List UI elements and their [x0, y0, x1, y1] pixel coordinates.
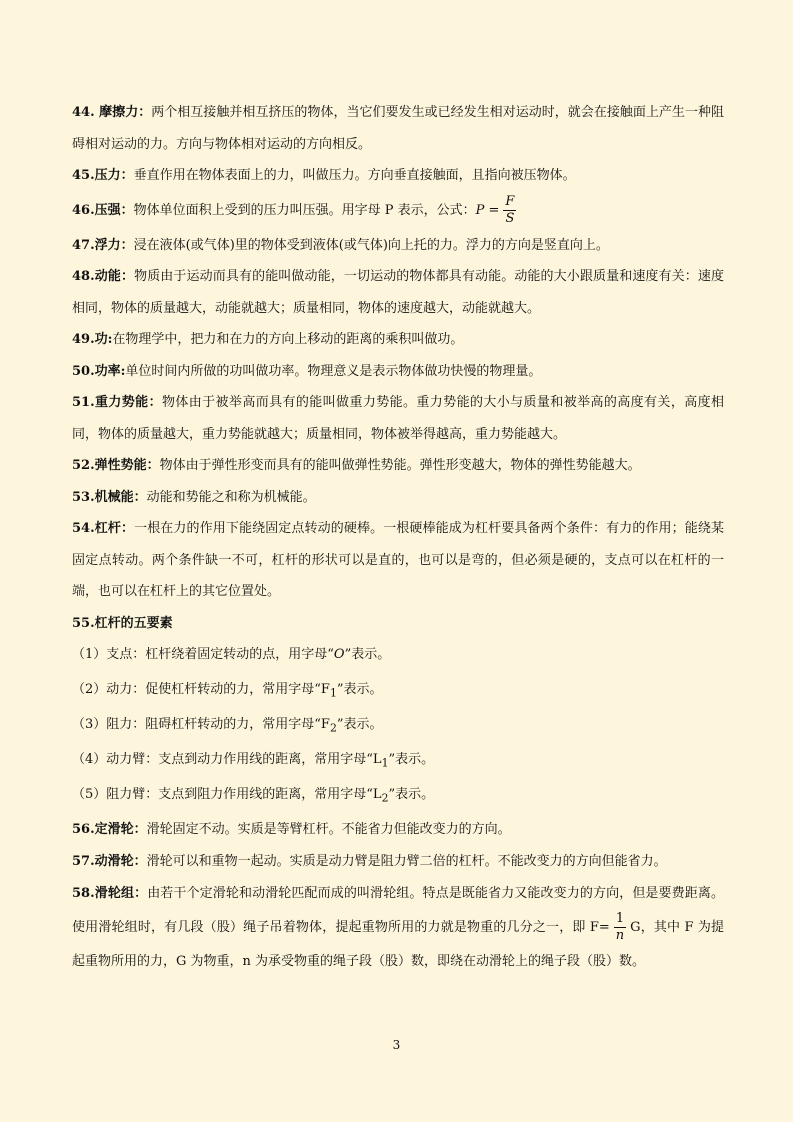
item-title: 49.功: [72, 332, 113, 347]
item-49 [72, 324, 724, 356]
item-text: 滑轮可以和重物一起动。实质是动力臂是阻力臂二倍的杠杆。不能改变力的方向但能省力。 [146, 853, 667, 869]
content-area [72, 97, 724, 979]
item-text: 物体由于被举高而具有的能叫做重力势能。重力势能的大小与质量和被举高的高度有关，高度相同，物体的质量越大，重力势能就越大；质量相同，物体被举得越高，重力势能越大。 [72, 395, 724, 442]
item-57 [72, 846, 724, 878]
item-title: 53.机械能： [72, 489, 147, 505]
item-title: 54.杠杆： [72, 521, 135, 536]
item-text: 在物理学中，把力和在力的方向上移动的距离的乘积叫做功。 [112, 332, 464, 347]
item-50 [72, 356, 724, 388]
lever-element-symbol: F [320, 717, 330, 733]
lever-element-subscript: 2 [329, 721, 337, 735]
pressure-fraction [503, 194, 516, 227]
item-text-after: G，其中 F 为提起重物所用的力，G 为物重，n 为承受物重的绳子段（股）数，即绕在动滑轮上的绳子段（股）数。 [72, 920, 725, 970]
item-53 [72, 482, 724, 514]
item-title: 47.浮力： [72, 237, 134, 253]
item-text: 两个相互接触并相互挤压的物体，当它们要发生或已经发生相对运动时，就会在接触面上产生一种阻碍相对运动的力。方向与物体相对运动的方向相反。 [72, 105, 724, 152]
lever-element-suffix: ”表示。 [336, 717, 383, 733]
item-title: 52.弹性势能： [72, 458, 160, 473]
item-51 [72, 387, 724, 450]
item-52 [72, 450, 724, 482]
item-text: 动能和势能之和称为机械能。 [146, 489, 316, 505]
item-title: 44. 摩擦力： [72, 105, 152, 120]
lever-element-symbol: L [372, 787, 382, 803]
fraction-numerator: F [505, 193, 515, 209]
item-54 [72, 513, 724, 608]
lever-element-resistance-arm [72, 779, 724, 814]
lever-element-effort-arm [72, 744, 724, 779]
item-text: 单位时间内所做的功叫做功率。物理意义是表示物体做功快慢的物理量。 [125, 363, 542, 379]
lever-element-subscript: 2 [381, 791, 389, 805]
fraction-denominator: n [615, 928, 625, 944]
item-text: 物质由于运动而具有的能叫做动能，一切运动的物体都具有动能。动能的大小跟质量和速度有关：速度相同，物体的质量越大，动能就越大；质量相同，物体的速度越大，动能就越大。 [72, 269, 724, 316]
item-text: 物体单位面积上受到的压力叫压强。用字母 P 表示，公式： [133, 202, 476, 218]
item-text: 垂直作用在物体表面上的力，叫做压力。方向垂直接触面，且指向被压物体。 [133, 168, 576, 183]
item-title: 50.功率: [72, 363, 126, 379]
lever-element-symbol: O [333, 647, 345, 662]
lever-element-text: （5）阻力臂：支点到阻力作用线的距离，常用字母“ [72, 787, 373, 803]
lever-element-symbol: F [320, 682, 330, 698]
item-56 [72, 814, 724, 846]
item-text: 一根在力的作用下能绕固定点转动的硬棒。一根硬棒能成为杠杆要具备两个条件：有力的作用；能绕某固定点转动。两个条件缺一不可，杠杆的形状可以是直的，也可以是弯的，但必须是硬的，支点可以在杠杆的一端，也可以在杠杆上的其它位置处。 [72, 521, 724, 599]
lever-element-text: （3）阻力：阻碍杠杆转动的力，常用字母“ [72, 717, 321, 733]
lever-element-subscript: 1 [329, 686, 337, 700]
item-46 [72, 192, 724, 230]
lever-element-text: （1）支点：杠杆绕着固定转动的点，用字母“ [72, 647, 334, 662]
lever-element-effort [72, 674, 724, 709]
item-title: 58.滑轮组： [72, 886, 148, 902]
lever-element-suffix: ”表示。 [344, 647, 391, 662]
item-text: 浸在液体(或气体)里的物体受到液体(或气体)向上托的力。浮力的方向是竖直向上。 [133, 237, 609, 253]
lever-element-suffix: ”表示。 [336, 682, 383, 698]
item-title: 48.动能： [72, 269, 135, 284]
pulley-fraction [614, 911, 626, 944]
lever-element-fulcrum [72, 639, 724, 674]
item-47 [72, 230, 724, 262]
item-title: 45.压力： [72, 168, 134, 183]
item-58 [72, 877, 724, 979]
fraction-numerator: 1 [614, 911, 626, 928]
lever-element-symbol: L [372, 752, 382, 768]
lever-element-text: （2）动力：促使杠杆转动的力，常用字母“ [72, 682, 321, 698]
lever-element-suffix: ”表示。 [388, 787, 435, 803]
item-text: 滑轮固定不动。实质是等臂杠杆。不能省力但能改变力的方向。 [146, 822, 511, 838]
lever-element-text: （4）动力臂：支点到动力作用线的距离，常用字母“ [72, 752, 373, 768]
pressure-formula-lhs: P = [475, 202, 500, 218]
item-48 [72, 261, 724, 324]
item-title: 55.杠杆的五要素 [72, 615, 173, 631]
lever-element-subscript: 1 [381, 756, 389, 770]
item-45 [72, 160, 724, 192]
item-text: 由若干个定滑轮和动滑轮匹配而成的叫滑轮组。特点是既能省力又能改变力的方向，但是要费距离。使用滑轮组时，有几段（股）绳子吊着物体，提起重物所用的力就是物重的几分之一，即 F= [72, 886, 724, 936]
item-55-heading [72, 608, 724, 640]
page-number: 3 [392, 1038, 401, 1052]
fraction-denominator: S [505, 210, 515, 226]
item-title: 56.定滑轮： [72, 822, 147, 838]
item-44 [72, 97, 724, 160]
item-title: 57.动滑轮： [72, 853, 147, 869]
lever-element-resistance [72, 709, 724, 744]
item-text: 物体由于弹性形变而具有的能叫做弹性势能。弹性形变越大，物体的弹性势能越大。 [159, 458, 641, 473]
item-title: 46.压强： [72, 202, 134, 218]
item-title: 51.重力势能： [72, 395, 162, 410]
lever-element-suffix: ”表示。 [388, 752, 435, 768]
